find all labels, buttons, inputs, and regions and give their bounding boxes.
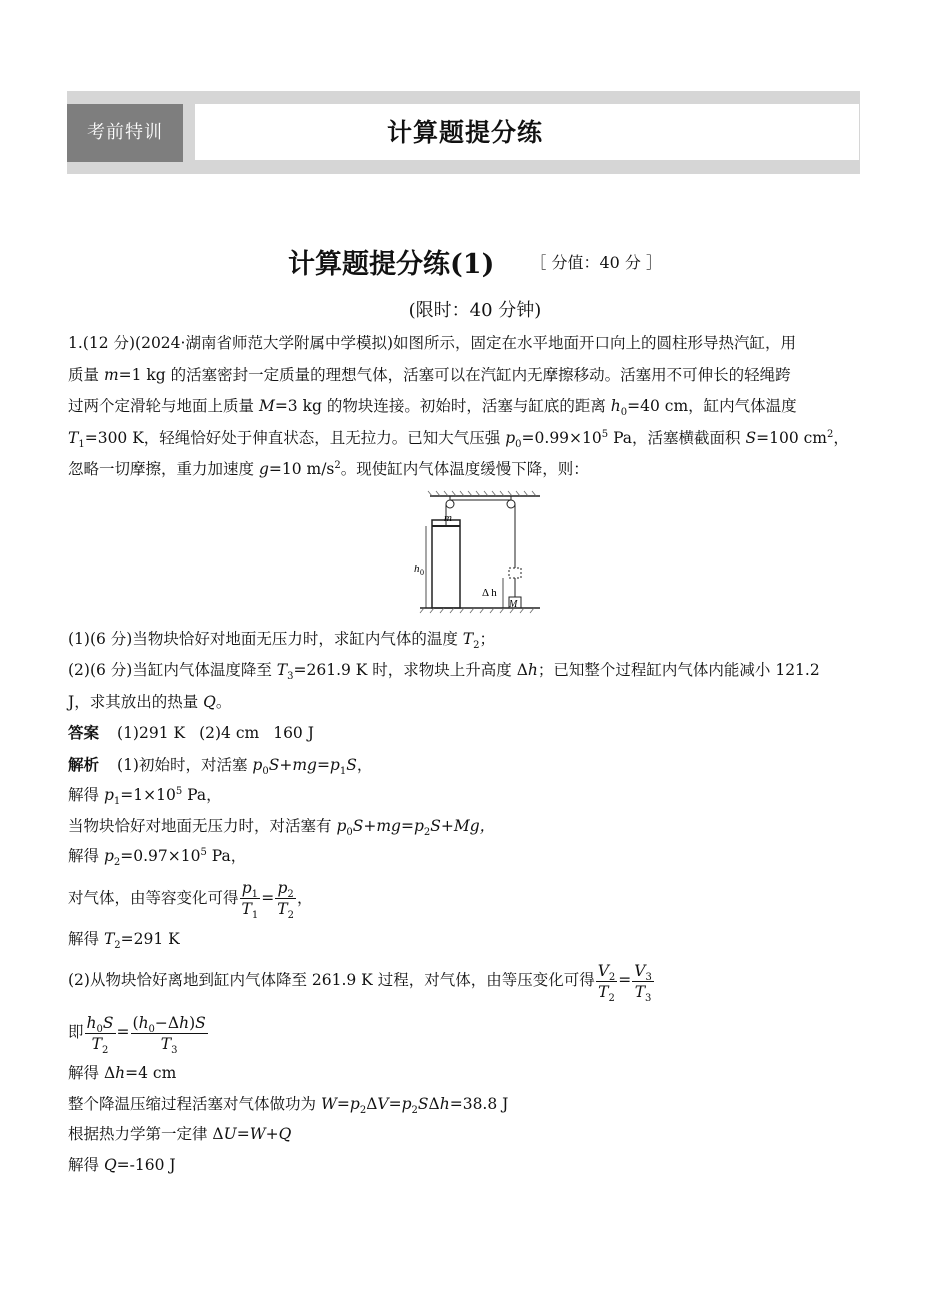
problem-intro: 1.(12 分)(2024·湖南省师范大学附属中学模拟)如图所示，固定在水平地面开口向上的圆柱形导热汽缸，用 [68, 334, 797, 352]
problem-line: 忽略一切摩擦，重力加速度 g=10 $m/s^2$。现使缸内气体温度缓慢下降，则： [68, 459, 589, 478]
solution-line: 解得 $p_1=1\times 10^5$ Pa， [68, 785, 222, 808]
cylinder-pulley-diagram [414, 488, 590, 618]
label-h0: h [414, 562, 420, 575]
problem-line: 质量 m=1 kg 的活塞密封一定质量的理想气体，活塞可以在汽缸内无摩擦移动。活塞用不可伸长的轻绳跨 [68, 365, 791, 384]
solution-line: 即 $\frac{h_0S}{T_2}$ = $\frac{(h_0-\Delta h)S}{T_3}$ [68, 1013, 206, 1056]
header-tag: 考前特训 [67, 104, 183, 162]
question-1: (1)(6 分)当物块恰好对地面无压力时，求缸内气体的温度 $T_2$； [68, 629, 496, 651]
solution-line: 解得 $p_2=0.97\times 10^5$ Pa， [68, 846, 247, 869]
solution-line: 对气体，由等容变化可得 $\frac{p_1}{T_1}$ = $\frac{p_2}{T_2}$ ， [68, 879, 313, 922]
label-M: M [509, 598, 518, 610]
solution-line: 解得 Δh=4 cm [68, 1064, 177, 1082]
problem-line: $T_1=300$ K，轻绳恰好处于伸直状态，且无拉力。已知大气压强 $p_0=0.99\times 10^5$ Pa，活塞横截面积 S=100 $cm^2$， [68, 428, 849, 450]
solution-line: 解得 $T_2=291$ K [68, 929, 180, 951]
question-2: (2)(6 分)当缸内气体温度降至 $T_3=261.9$ K 时，求物块上升高度 Δh；已知整个过程缸内气体内能减小 121.2 [68, 661, 820, 683]
problem-line: 过两个定滑轮与地面上质量 M=3 kg 的物块连接。初始时，活塞与缸底的距离 $h_0=40$ cm，缸内气体温度 [68, 397, 797, 419]
figure [68, 486, 870, 624]
label-m: m [444, 511, 452, 524]
answer-label: 答案 [68, 724, 100, 742]
answer: 答案 (1)291 K (2)4 cm 160 J [68, 724, 314, 742]
page-title [0, 242, 950, 281]
title-score: ［ 分值：40 分 ］ [530, 253, 662, 272]
solution-label: 解析 [68, 755, 100, 774]
solution-line: (2)从物块恰好离地到缸内气体降至 261.9 K 过程，对气体，由等压变化可得 $\frac{V_2}{T_2}$ = $\frac{V_3}{T_3}$ [68, 961, 652, 1004]
title-main: 计算题提分练(1) [288, 249, 495, 280]
solution-line: 根据热力学第一定律 ΔU=W+Q [68, 1125, 292, 1143]
problem-body [68, 328, 870, 1180]
time-limit: (限时：40 分钟) [408, 300, 542, 321]
solution-line: 解析 (1)初始时，对活塞 $p_0S+mg=p_1S$， [68, 755, 373, 777]
solution-line: 整个降温压缩过程活塞对气体做功为 $W=p_2\Delta V=p_2S\Delta h=38.8$ J [68, 1094, 509, 1116]
header-title: 计算题提分练 [386, 118, 543, 147]
label-dh: Δ h [482, 586, 497, 599]
solution-line: 解得 Q=-160 J [68, 1155, 176, 1174]
solution-line: 当物块恰好对地面无压力时，对活塞有 $p_0S+mg=p_2S+Mg$， [68, 816, 496, 838]
question-2-cont: J，求其放出的热量 Q。 [68, 692, 232, 711]
label-h0-sub: 0 [420, 567, 424, 577]
